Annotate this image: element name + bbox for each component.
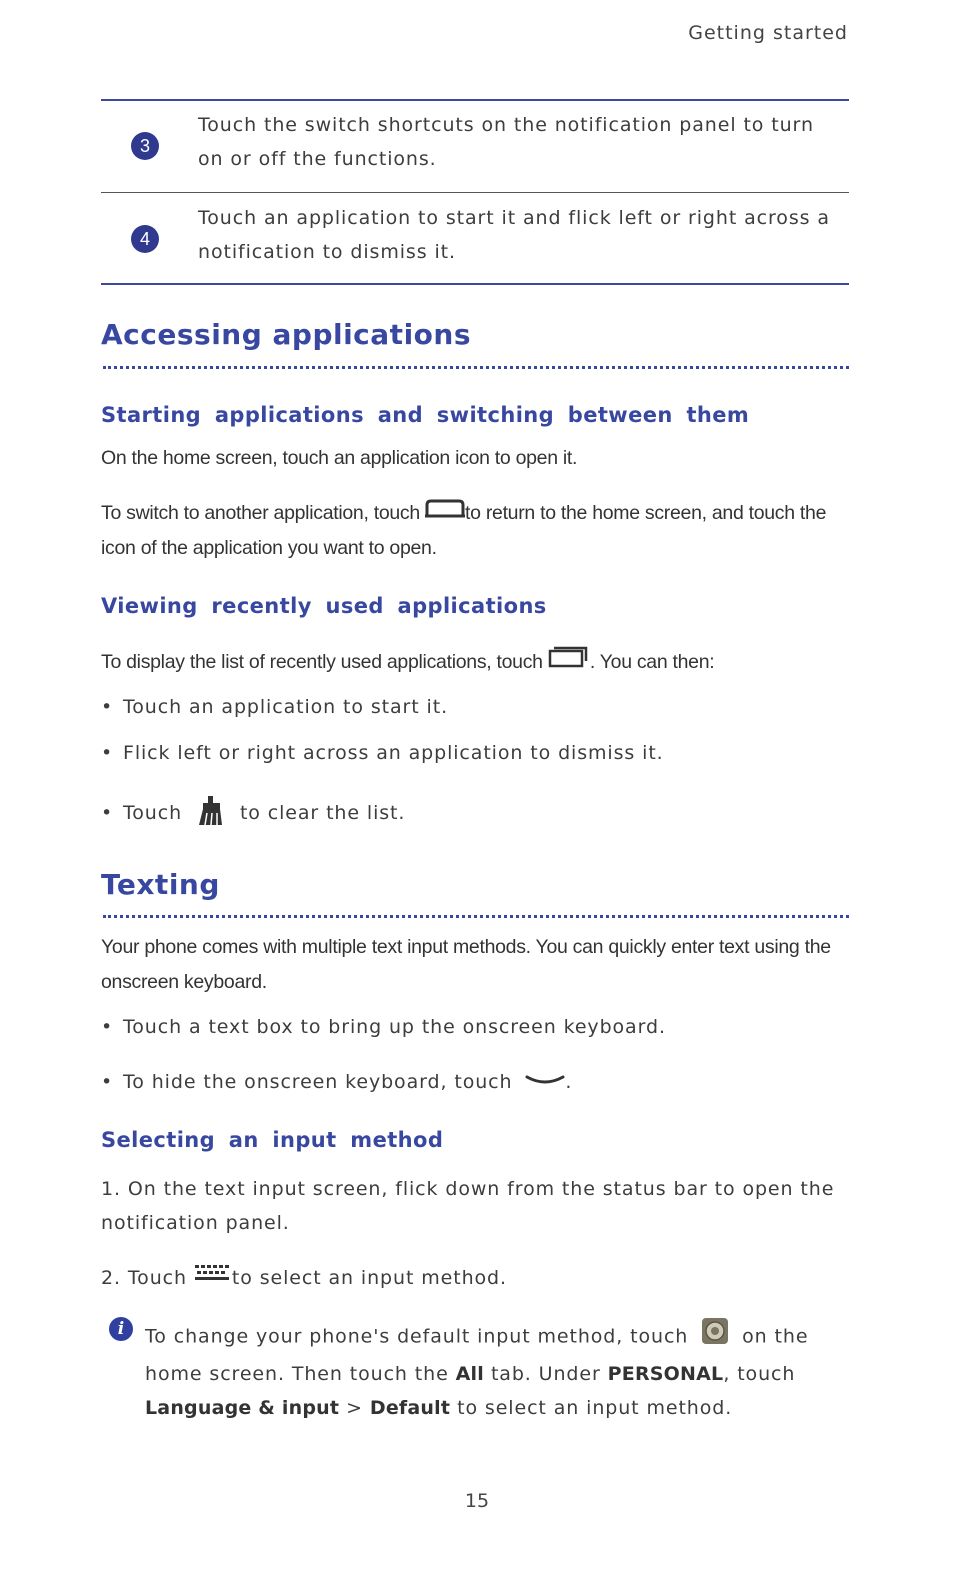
section-title-texting: Texting [101,868,220,901]
step-3-text: Touch the switch shortcuts on the notification panel to turn on or off the functions. [198,114,814,170]
info-icon: i [109,1317,133,1341]
ordered-step-2: 2. Touch to select an input method. [101,1261,851,1296]
starting-paragraph-1: On the home screen, touch an application icon to open it. [101,447,578,469]
list-item: • Touch to clear the list. [101,795,405,832]
page-header-section: Getting started [688,22,848,44]
home-icon [425,496,465,531]
table-bottom-rule [101,283,849,285]
recent-apps-icon [548,645,590,681]
step-number-badge: 3 [131,132,159,160]
step-4-text: Touch an application to start it and flick left or right across a notification to dismiss it. [198,207,830,263]
section-dotted-rule [103,915,849,918]
texting-intro: Your phone comes with multiple text input methods. You can quickly enter text using the onscreen keyboard. [101,936,831,993]
ordered-step-1: 1. On the text input screen, flick down from the status bar to open the notification panel. [101,1178,835,1234]
step-number-badge: 4 [131,225,159,253]
subsection-title-selecting: Selecting an input method [101,1128,444,1152]
section-dotted-rule [103,366,849,369]
list-item: • Flick left or right across an application to dismiss it. [101,742,664,764]
hide-keyboard-chevron-icon [525,1072,565,1094]
list-item: • Touch an application to start it. [101,696,449,718]
list-item: • Touch a text box to bring up the onscreen keyboard. [101,1016,666,1038]
section-title-accessing: Accessing applications [101,318,471,351]
subsection-title-starting: Starting applications and switching between them [101,403,750,427]
keyboard-icon [194,1262,232,1296]
viewing-intro: To display the list of recently used applications, touch . You can then: [101,645,851,681]
table-top-rule [101,99,849,101]
starting-paragraph-2: To switch to another application, touch to return to the home screen, and touch the icon of the application you want to open. [101,496,851,566]
clear-broom-icon [195,795,227,832]
settings-icon [701,1317,729,1357]
subsection-title-viewing: Viewing recently used applications [101,594,547,618]
note-text: To change your phone's default input method, touch on the home screen. Then touch the All tab. Under PERSONAL, touch Language & input > Default to select an input method. [145,1317,850,1426]
table-row-divider [101,192,849,193]
page-number: 15 [464,1490,490,1512]
list-item: • To hide the onscreen keyboard, touch . [101,1071,573,1093]
